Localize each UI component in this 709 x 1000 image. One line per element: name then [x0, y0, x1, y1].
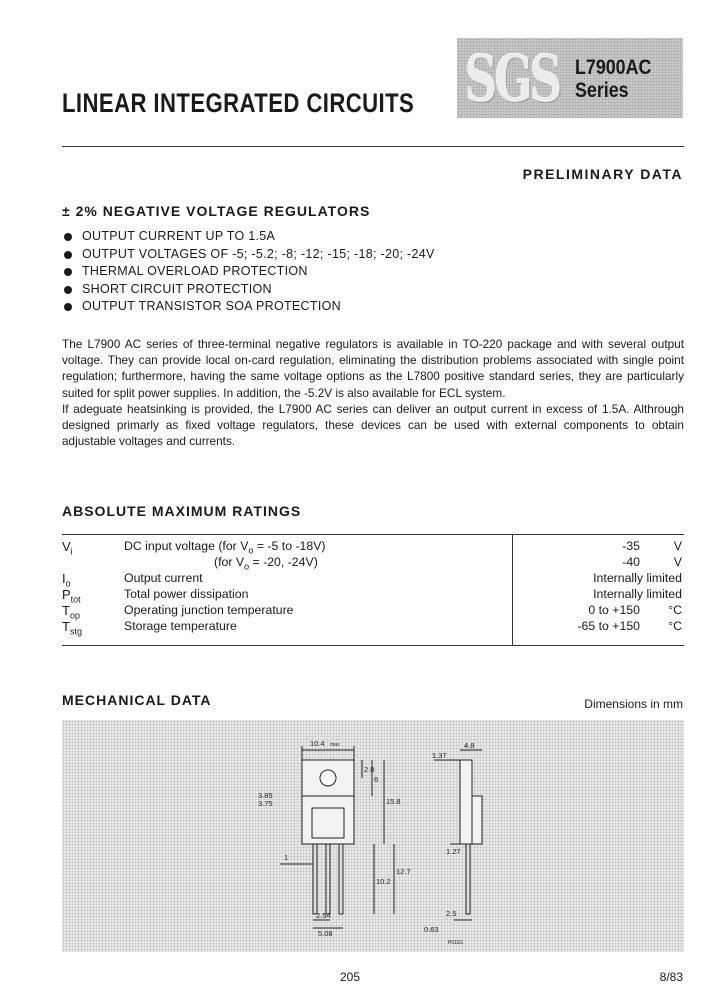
feature-item: OUTPUT TRANSISTOR SOA PROTECTION — [62, 298, 435, 316]
package-body — [302, 796, 354, 844]
sgs-logo: SGS — [465, 42, 560, 117]
package-outline-drawing — [62, 720, 684, 952]
description — [62, 336, 684, 449]
product-series: Series — [575, 79, 629, 102]
feature-item: SHORT CIRCUIT PROTECTION — [62, 281, 435, 299]
rating-value: -35 — [622, 539, 640, 553]
lead-1 — [313, 844, 317, 914]
feature-item: OUTPUT CURRENT UP TO 1.5A — [62, 228, 435, 246]
rating-value: -65 to +150 — [577, 619, 640, 633]
ratings-table — [62, 534, 684, 646]
rating-description: Output current — [124, 571, 203, 585]
rating-unit: V — [673, 539, 682, 553]
rating-symbol: $P_{tot}$ — [62, 587, 81, 605]
ratings-row — [62, 539, 684, 555]
mechanical-title: MECHANICAL DATA — [62, 692, 212, 708]
dim-label-tab-height: 6 — [374, 775, 379, 784]
ratings-title: ABSOLUTE MAXIMUM RATINGS — [62, 503, 302, 519]
side-view-tab — [460, 760, 472, 844]
dim-label-lead-width: 1 — [284, 853, 289, 862]
rating-value: 0 to +150 — [588, 603, 640, 617]
mounting-hole — [320, 770, 336, 786]
dim-label-body-height: 15.8 — [386, 797, 401, 806]
product-code-label — [575, 56, 651, 102]
rating-unit: °C — [668, 619, 682, 633]
rating-value: -40 — [622, 555, 640, 569]
date-code: 8/83 — [659, 970, 683, 984]
ratings-row — [62, 587, 684, 603]
dim-label-side-lead-w: 0.63 — [424, 925, 439, 934]
rating-symbol: $T_{op}$ — [62, 603, 80, 621]
rating-description: (for $V_o = -20$, -24V) — [214, 555, 318, 572]
rating-symbol: $V_i$ — [62, 539, 73, 557]
rating-unit: °C — [668, 603, 682, 617]
feature-list — [62, 228, 435, 316]
section-subtitle: ± 2% NEGATIVE VOLTAGE REGULATORS — [62, 203, 371, 219]
rating-value: Internally limited — [593, 587, 682, 601]
rating-symbol: $T_{stg}$ — [62, 619, 82, 637]
lead-3 — [339, 844, 343, 914]
rating-value: Internally limited — [593, 571, 682, 585]
description-paragraph: If adeguate heatsinking is provided, the L7900 AC series can deliver an output current in excess of 1.5A. Althrough designed primarly as fixed voltage regulators, these devices can be used with external components to obtain adjustable voltages and currents. — [62, 401, 684, 449]
lead-2 — [326, 844, 330, 914]
page-title: LINEAR INTEGRATED CIRCUITS — [62, 88, 415, 118]
ratings-row — [62, 619, 684, 635]
dim-label-side-lead: 1.27 — [446, 847, 461, 856]
feature-item: OUTPUT VOLTAGES OF -5; -5.2; -8; -12; -15; -18; -20; -24V — [62, 246, 435, 264]
dim-label-hole-a: 3.85 — [258, 791, 273, 800]
dim-label-pitch: 2.54 — [316, 911, 331, 920]
rating-description: Operating junction temperature — [124, 603, 294, 617]
rating-unit: V — [673, 555, 682, 569]
drawing-code: P011G — [448, 940, 464, 946]
rating-description: Total power dissipation — [124, 587, 249, 601]
preliminary-data-label: PRELIMINARY DATA — [522, 166, 683, 182]
dim-label-hole: 2.8 — [364, 765, 375, 774]
dim-label-max: max — [330, 742, 340, 748]
ratings-row — [62, 571, 684, 587]
feature-item: THERMAL OVERLOAD PROTECTION — [62, 263, 435, 281]
dim-label-side-lead-thick: 2.5 — [446, 909, 457, 918]
description-paragraph: The L7900 AC series of three-terminal negative regulators is available in TO-220 package and with several output voltage. They can provide local on-card regulation, eliminating the distribution problems associated with single point regulation; furthermore, having the same voltage options as the L7800 positive standard series, they are particularly suited for split power supplies. In addition, the -5.2V is also available for ECL system. — [62, 337, 684, 400]
dim-label-hole-b: 3.75 — [258, 799, 273, 808]
rating-description: DC input voltage (for $V_o = -5$ to -18V) — [124, 539, 326, 556]
dim-label-side-top: 1.37 — [432, 751, 447, 760]
ratings-row — [62, 555, 684, 571]
rating-symbol: $I_o$ — [62, 571, 71, 589]
title-divider — [62, 146, 684, 147]
dim-label-side-thick: 4.8 — [464, 741, 475, 750]
rating-description: Storage temperature — [124, 619, 237, 633]
side-view-lead — [466, 844, 470, 914]
ratings-row — [62, 603, 684, 619]
dim-label-width: 10.4 — [310, 739, 325, 748]
brand-logo-block — [457, 38, 683, 118]
product-code: L7900AC — [575, 56, 652, 79]
dim-label-span: 5.08 — [318, 929, 333, 938]
dim-label-lead-length: 10.2 — [376, 877, 391, 886]
mechanical-drawing-panel — [62, 720, 684, 952]
dim-label-total-height: 12.7 — [396, 867, 411, 876]
page-number: 205 — [340, 970, 361, 984]
dimensions-note: Dimensions in mm — [584, 697, 683, 711]
side-view-body — [472, 796, 482, 844]
